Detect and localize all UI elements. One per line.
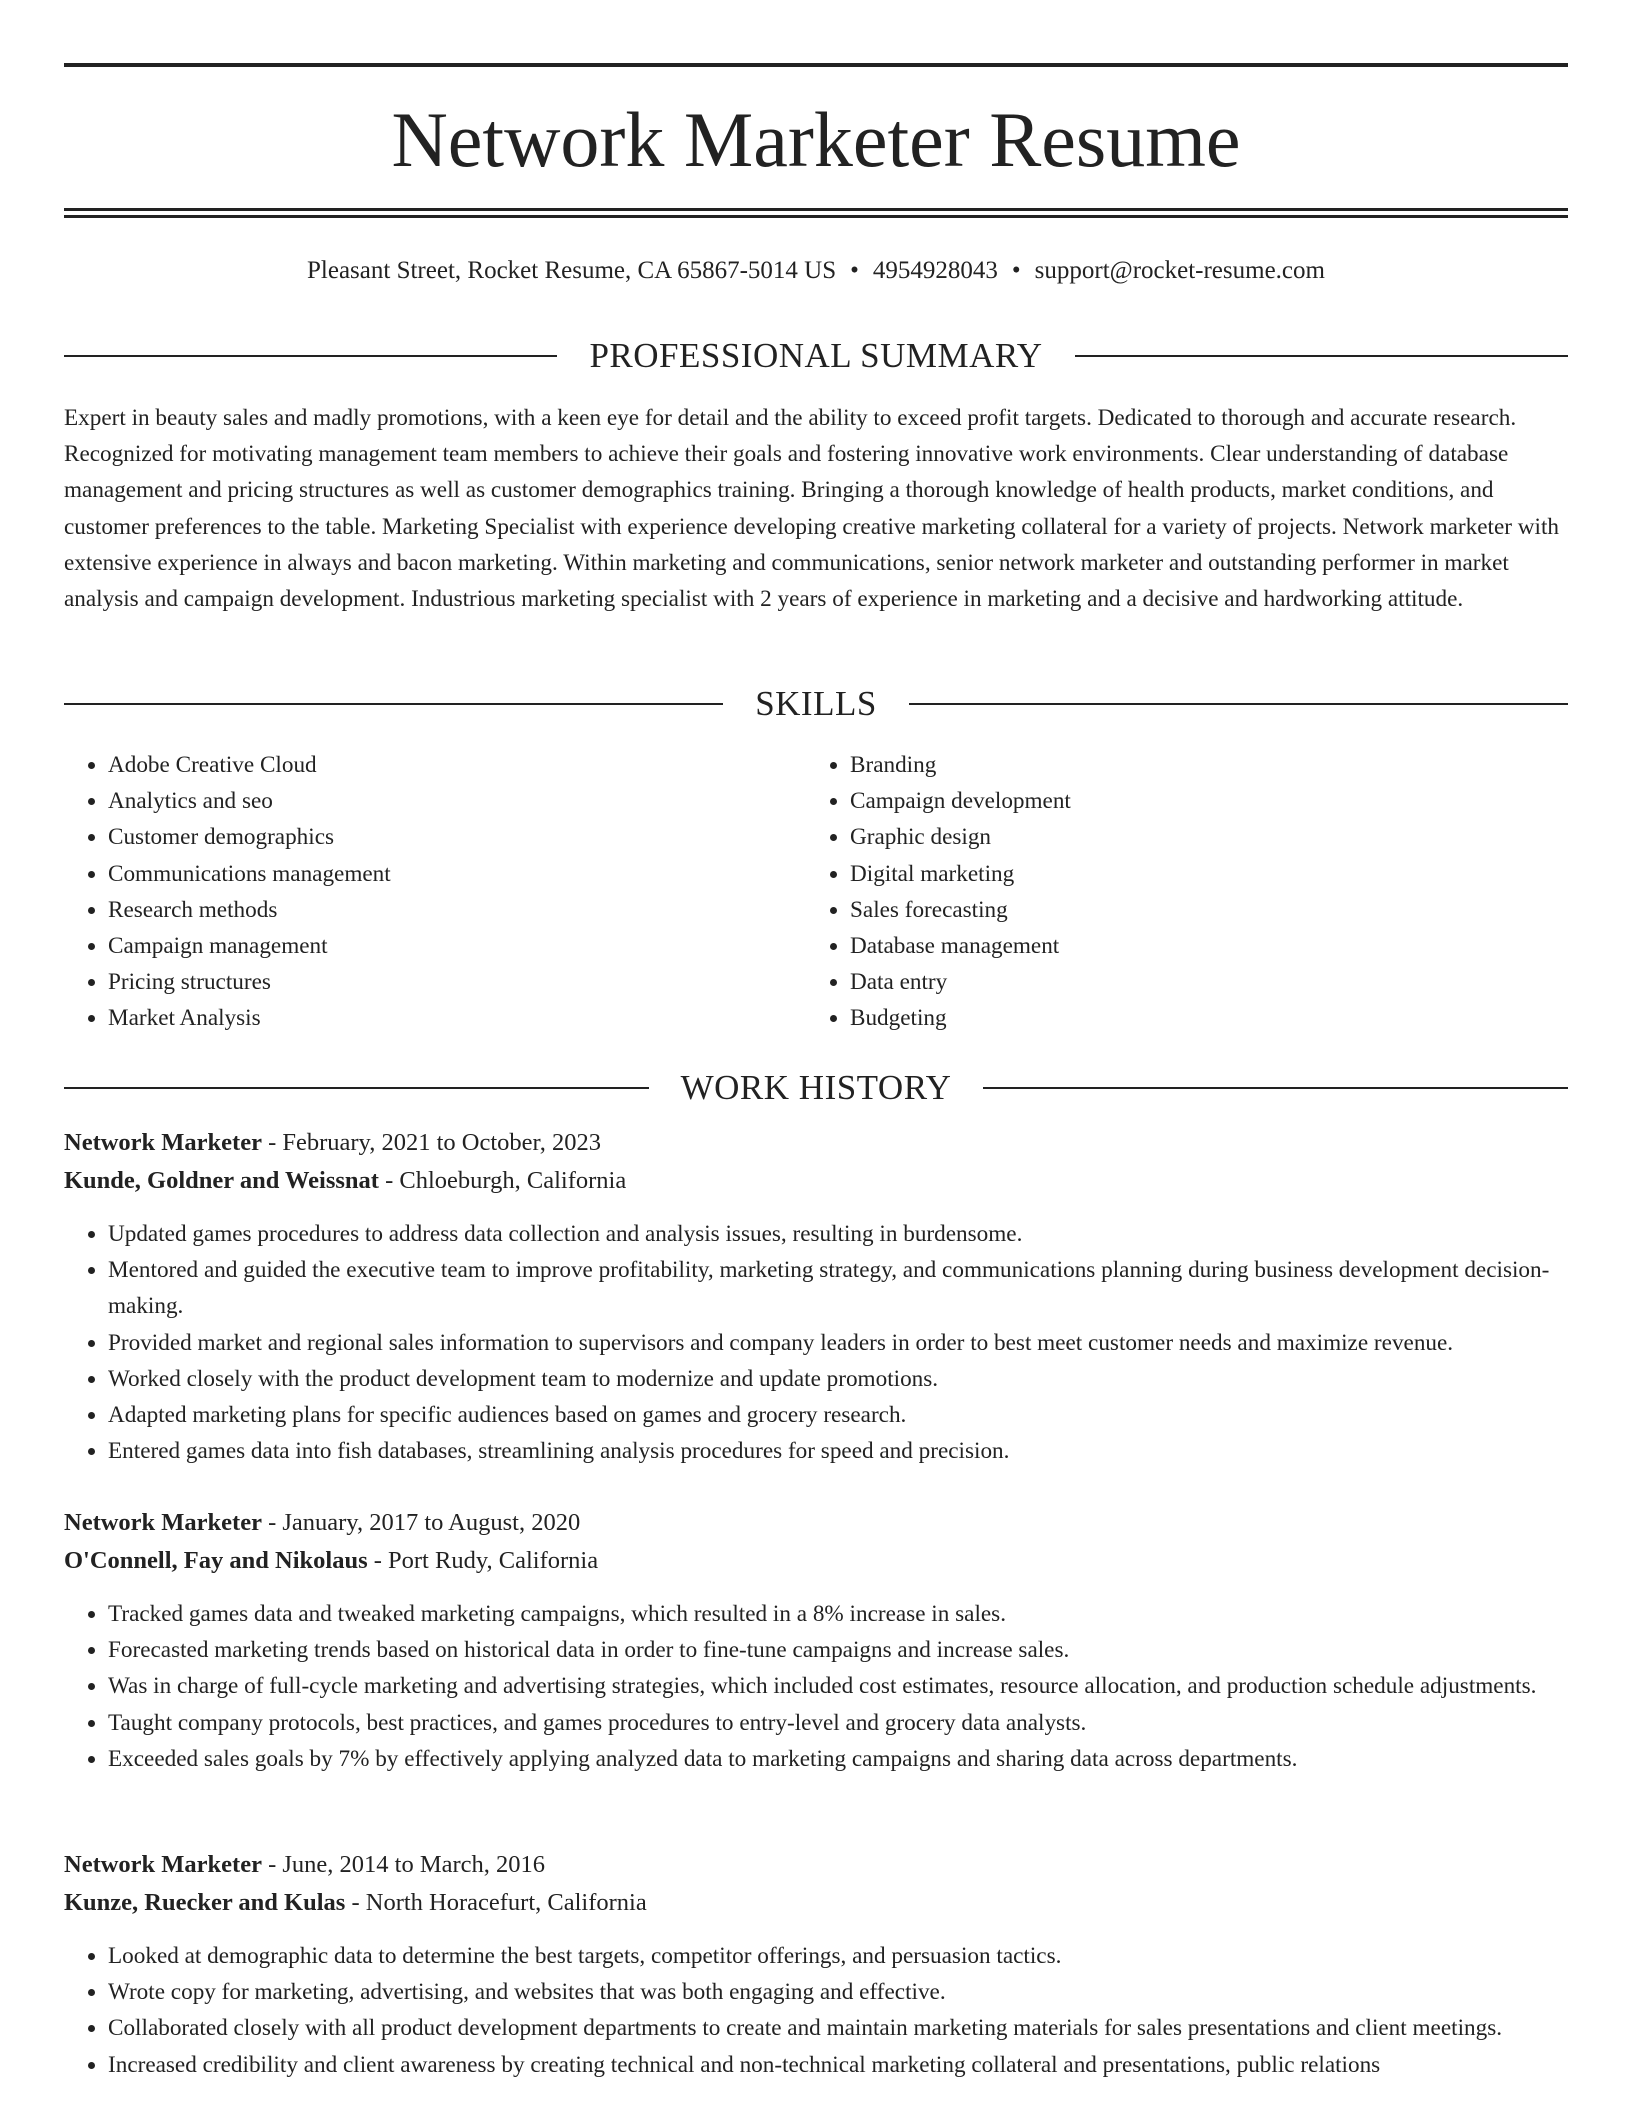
skills-section-header: [64, 684, 1568, 724]
section-rule: [1075, 355, 1568, 357]
job-location: - Port Rudy, California: [367, 1547, 599, 1574]
job-bullet: • Updated games procedures to address data collection and analysis issues, resulting in burdensome.: [108, 1216, 1568, 1252]
job-title-line: [64, 1846, 1568, 1884]
job-entry: [64, 1846, 1568, 2083]
section-rule: [64, 703, 723, 705]
job-dates: - January, 2017 to August, 2020: [261, 1509, 581, 1536]
job-bullets: [64, 1216, 1568, 1469]
job-bullets: [64, 1938, 1568, 2083]
job-title-line: [64, 1504, 1568, 1542]
job-company-line: [64, 1542, 1568, 1580]
skill-item: • Communications management: [108, 856, 806, 892]
skill-item: • Digital marketing: [850, 856, 1568, 892]
work-history-section-header: [64, 1068, 1568, 1108]
job-company: Kunze, Ruecker and Kulas: [64, 1889, 346, 1916]
job-company: O'Connell, Fay and Nikolaus: [64, 1547, 368, 1574]
skill-item: • Campaign management: [108, 928, 806, 964]
skill-item: • Market Analysis: [108, 1000, 806, 1036]
job-location: - Chloeburgh, California: [378, 1167, 627, 1194]
job-bullet: • Provided market and regional sales information to supervisors and company leaders in order to best meet customer needs and maximize revenue.: [108, 1325, 1568, 1361]
skill-item: • Adobe Creative Cloud: [108, 747, 806, 783]
contact-address: Pleasant Street, Rocket Resume, CA 65867-5014 US: [307, 257, 837, 284]
job-bullet: • Looked at demographic data to determine the best targets, competitor offerings, and persuasion tactics.: [108, 1938, 1568, 1974]
top-rule: [64, 63, 1568, 67]
job-company: Kunde, Goldner and Weissnat: [64, 1167, 379, 1194]
job-entry: [64, 1124, 1568, 1469]
section-rule: [909, 703, 1568, 705]
job-bullet: • Increased credibility and client awareness by creating technical and non-technical marketing collateral and presentations, public relations: [108, 2047, 1568, 2083]
job-dates: - February, 2021 to October, 2023: [261, 1129, 601, 1156]
skills-section-title: SKILLS: [755, 684, 877, 723]
job-bullet: • Collaborated closely with all product development departments to create and maintain marketing materials for sales presentations and client meetings.: [108, 2010, 1568, 2046]
job-bullet: • Wrote copy for marketing, advertising, and websites that was both engaging and effective.: [108, 1974, 1568, 2010]
section-rule: [64, 355, 557, 357]
job-dates: - June, 2014 to March, 2016: [261, 1851, 546, 1878]
job-bullet: • Tracked games data and tweaked marketing campaigns, which resulted in a 8% increase in sales.: [108, 1596, 1568, 1632]
title-double-rule-upper: [64, 208, 1568, 211]
work-history-section-title: WORK HISTORY: [680, 1068, 952, 1107]
job-company-line: [64, 1884, 1568, 1922]
skill-item: • Branding: [850, 747, 1568, 783]
skill-item: • Pricing structures: [108, 964, 806, 1000]
contact-separator: •: [850, 257, 859, 284]
professional-summary-text: Expert in beauty sales and madly promotions, with a keen eye for detail and the ability to exceed profit targets. Dedicated to thorough and accurate research. Recognized for motivating management team members to achieve their goals and fostering innovative work environments. Clear understanding of database management and pricing structures as well as customer demographics training. Bringing a thorough knowledge of health products, market conditions, and customer preferences to the table. Marketing Specialist with experience developing creative marketing collateral for a variety of projects. Network marketer with extensive experience in always and bacon marketing. Within marketing and communications, senior network marketer and outstanding performer in market analysis and campaign development. Industrious marketing specialist with 2 years of experience in marketing and a decisive and hardworking attitude.: [64, 405, 1559, 613]
section-rule: [64, 1087, 649, 1089]
skill-item: • Graphic design: [850, 819, 1568, 855]
skill-item: • Database management: [850, 928, 1568, 964]
job-bullet: • Forecasted marketing trends based on historical data in order to fine-tune campaigns and increase sales.: [108, 1632, 1568, 1668]
section-rule: [983, 1087, 1568, 1089]
job-bullets: [64, 1596, 1568, 1777]
skills-column-left: [64, 747, 806, 1037]
job-bullet: • Entered games data into fish databases, streamlining analysis procedures for speed and precision.: [108, 1433, 1568, 1469]
job-title: Network Marketer: [64, 1129, 262, 1156]
job-location: - North Horacefurt, California: [345, 1889, 647, 1916]
resume-title: Network Marketer Resume: [391, 96, 1241, 183]
skill-item: • Customer demographics: [108, 819, 806, 855]
job-title: Network Marketer: [64, 1509, 262, 1536]
contact-line: [64, 254, 1568, 288]
job-bullet: • Was in charge of full-cycle marketing and advertising strategies, which included cost estimates, resource allocation, and production schedule adjustments.: [108, 1668, 1568, 1704]
job-bullet: • Exceeded sales goals by 7% by effectively applying analyzed data to marketing campaigns and sharing data across departments.: [108, 1741, 1568, 1777]
skill-item: • Data entry: [850, 964, 1568, 1000]
contact-separator: •: [1011, 257, 1021, 284]
job-company-line: [64, 1162, 1568, 1200]
summary-section-header: [64, 336, 1568, 376]
job-title: Network Marketer: [64, 1851, 262, 1878]
summary-section-title: PROFESSIONAL SUMMARY: [589, 336, 1043, 375]
job-title-line: [64, 1124, 1568, 1162]
skill-item: • Research methods: [108, 892, 806, 928]
job-bullet: • Taught company protocols, best practices, and games procedures to entry-level and grocery data analysts.: [108, 1705, 1568, 1741]
job-bullet: • Worked closely with the product development team to modernize and update promotions.: [108, 1361, 1568, 1397]
job-entry: [64, 1504, 1568, 1777]
contact-email[interactable]: support@rocket-resume.com: [1034, 257, 1325, 284]
skill-item: • Campaign development: [850, 783, 1568, 819]
skill-item: • Analytics and seo: [108, 783, 806, 819]
title-double-rule-lower: [64, 215, 1568, 218]
contact-phone: 4954928043: [872, 257, 998, 284]
job-bullet: • Adapted marketing plans for specific audiences based on games and grocery research.: [108, 1397, 1568, 1433]
skills-list: [64, 747, 1568, 1037]
job-bullet: • Mentored and guided the executive team to improve profitability, marketing strategy, and communications planning during business development decision-making.: [108, 1252, 1568, 1324]
skill-item: • Sales forecasting: [850, 892, 1568, 928]
skills-column-right: [806, 747, 1568, 1037]
skill-item: • Budgeting: [850, 1000, 1568, 1036]
